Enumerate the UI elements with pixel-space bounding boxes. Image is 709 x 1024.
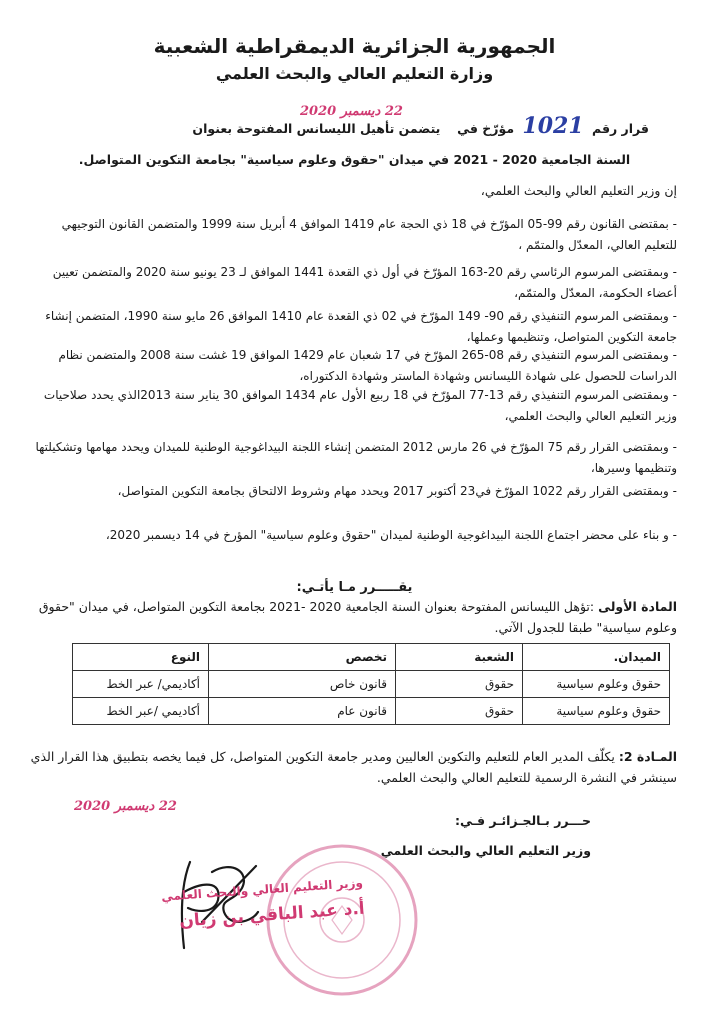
article-2 bbox=[28, 746, 677, 788]
cell-type: أكاديمي /عبر الخط bbox=[73, 698, 209, 725]
header-domain: الميدان. bbox=[523, 644, 670, 671]
cell-branch: حقوق bbox=[396, 671, 523, 698]
specialties-table bbox=[72, 643, 670, 725]
article-2-label: المـادة 2: bbox=[618, 749, 677, 764]
decree-subject: يتضمن تأهيل الليسانس المفتوحة بعنوان bbox=[192, 121, 441, 136]
cell-domain: حقوق وعلوم سياسية bbox=[523, 698, 670, 725]
rules-heading: يقـــــرر مـا يأتـي: bbox=[296, 580, 413, 595]
consideration-5: - وبمقتضى المرسوم التنفيذي رقم 13-77 المؤرّخ في 18 ربيع الأول عام 1434 الموافق 30 يناير سنة 2013الذي يحدد صلاحيات وزير التعليم العالي والبحث العلمي، bbox=[43, 388, 677, 423]
decree-label: قرار رقم bbox=[592, 121, 649, 136]
republic-header: الجمهورية الجزائرية الديمقراطية الشعبية bbox=[153, 34, 556, 58]
cell-specialty: قانون خاص bbox=[209, 671, 396, 698]
decree-title bbox=[192, 113, 649, 139]
decree-dated: مؤرّخ في bbox=[457, 121, 515, 136]
table-row bbox=[73, 698, 670, 725]
cell-type: أكاديمي/ عبر الخط bbox=[73, 671, 209, 698]
cell-specialty: قانون عام bbox=[209, 698, 396, 725]
ministry-header: وزارة التعليم العالي والبحث العلمي bbox=[215, 64, 494, 83]
decree-number: 1021 bbox=[522, 113, 584, 139]
minister-intro: إن وزير التعليم العالي والبحث العلمي، bbox=[480, 183, 677, 198]
consideration-1: - بمقتضى القانون رقم 99-05 المؤرّخ في 18 ذي الحجة عام 1419 الموافق 4 أبريل سنة 1999 والمتضمن القانون التوجيهي للتعليم العالي، المعدّل والمتمّم ، bbox=[61, 217, 677, 252]
table-header-row bbox=[73, 644, 670, 671]
consideration-8: - و بناء على محضر اجتماع اللجنة البيداغوجية الوطنية لميدان "حقوق وعلوم سياسية" المؤرخ في 14 ديسمبر 2020، bbox=[105, 528, 677, 542]
consideration-2: - وبمقتضى المرسوم الرئاسي رقم 20-163 المؤرّخ في أول ذي القعدة 1441 الموافق لـ 23 يونيو سنة 2020 والمتضمن تعيين أعضاء الحكومة، المعدّل والمتمّم، bbox=[52, 265, 677, 300]
stamp-name: أ.د عبد الباقي بن زيان bbox=[178, 898, 366, 932]
decree-handwritten-date: 22 ديسمبر 2020 bbox=[300, 104, 403, 119]
cell-domain: حقوق وعلوم سياسية bbox=[523, 671, 670, 698]
consideration-4: - وبمقتضى المرسوم التنفيذي رقم 08-265 المؤرّخ في 17 شعبان عام 1429 الموافق 19 غشت سنة 2008 والمتضمن نظام الدراسات للحصول على شهادة الليسانس وشهادة الماستر وشهادة الدكتوراه، bbox=[58, 348, 677, 383]
header-specialty: تخصص bbox=[209, 644, 396, 671]
table-row bbox=[73, 671, 670, 698]
header-type: النوع bbox=[73, 644, 209, 671]
article-1-text: :تؤهل الليسانس المفتوحة بعنوان السنة الجامعية 2020 -2021 بجامعة التكوين المتواصل، في ميدان "حقوق وعلوم سياسية" طبقا للجدول الآتي. bbox=[38, 599, 677, 635]
cell-branch: حقوق bbox=[396, 698, 523, 725]
issued-at: حـــرر بـالجـزائـر فـي: bbox=[454, 813, 591, 828]
academic-year-line: السنة الجامعية 2020 - 2021 في ميدان "حقوق وعلوم سياسية" بجامعة التكوين المتواصل. bbox=[78, 152, 631, 167]
article-1-label: المادة الأولى bbox=[598, 599, 677, 614]
signatory-title: وزير التعليم العالي والبحث العلمي bbox=[380, 843, 591, 858]
consideration-7: - وبمقتضى القرار رقم 1022 المؤرّخ في23 أكتوبر 2017 ويحدد مهام وشروط الالتحاق بجامعة التكوين المتواصل، bbox=[117, 484, 677, 498]
stamp-title: وزير التعليم العالي والبحث العلمي bbox=[160, 875, 364, 904]
consideration-3: - وبمقتضى المرسوم التنفيذي رقم 90- 149 المؤرّخ في 02 ذي القعدة عام 1410 الموافق 26 مايو سنة 1990، المتضمن إنشاء جامعة التكوين المتواصل، وتنظيمها وعملها، bbox=[45, 309, 677, 344]
consideration-6: - وبمقتضى القرار رقم 75 المؤرّخ في 26 مارس 2012 المتضمن إنشاء اللجنة البيداغوجية الوطنية للميدان ويحدد مهامها وتشكيلتها وتنظيمها وسيرها، bbox=[35, 440, 677, 475]
header-branch: الشعبة bbox=[396, 644, 523, 671]
article-2-text: يكلّف المدير العام للتعليم والتكوين العاليين ومدير جامعة التكوين المتواصل، كل فيما يخصه بتطبيق هذا القرار الذي سينشر في النشرة الرسمية للتعليم العالي والبحث العلمي. bbox=[30, 749, 677, 785]
signature-handwritten-date: 22 ديسمبر 2020 bbox=[74, 799, 177, 814]
article-1 bbox=[28, 596, 677, 638]
